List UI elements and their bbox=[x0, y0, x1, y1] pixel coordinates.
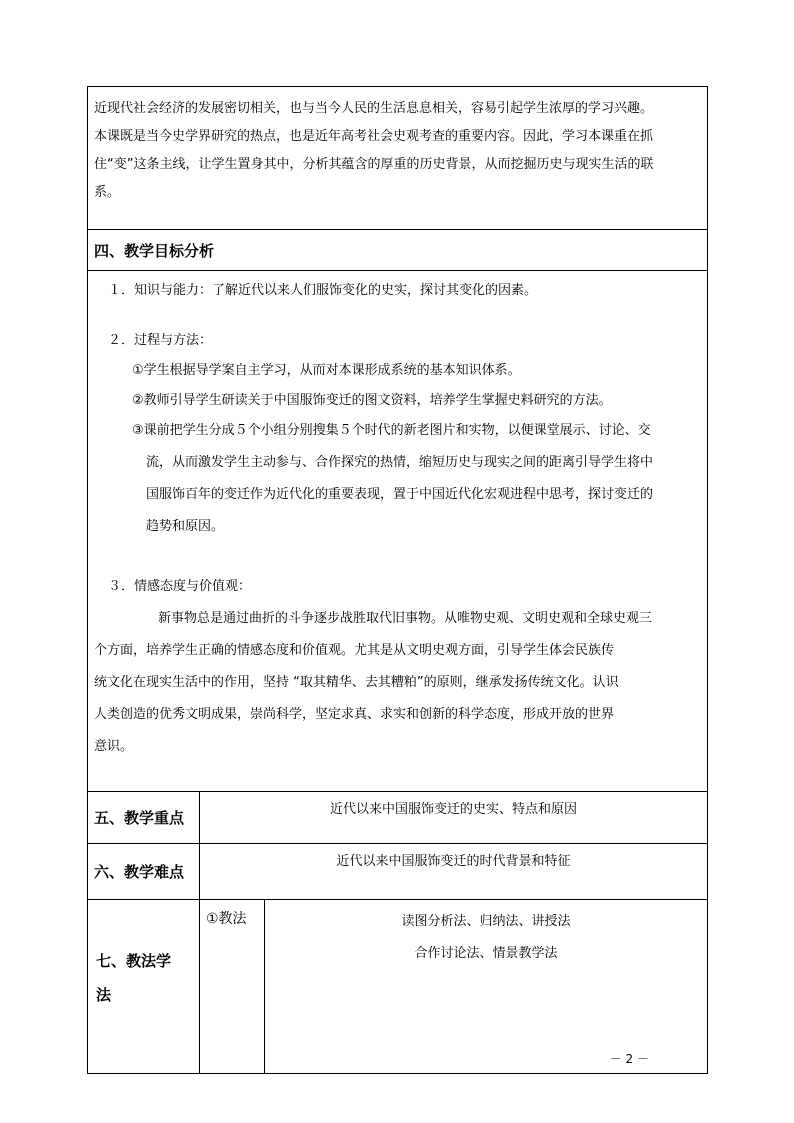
goal-attitude-text: 新事物总是通过曲折的斗争逐步战胜取代旧事物。从唯物史观、文明史观和全球史观三 bbox=[158, 611, 653, 626]
teaching-method-label: ①教法 bbox=[200, 900, 265, 1074]
section7-label bbox=[88, 900, 200, 1074]
teaching-method-item: 合作讨论法、情景教学法 bbox=[414, 946, 558, 961]
teaching-methods-cell bbox=[265, 900, 708, 1074]
goal-process-heading: ２．过程与方法： bbox=[108, 333, 213, 348]
goal-attitude-text: 统文化在现实生活中的作用，坚持 “取其精华、去其糟粕”的原则，继承发扬传统文化。认识 bbox=[94, 675, 619, 690]
intro-row bbox=[88, 87, 708, 230]
goal-process-c: 趋势和原因。 bbox=[146, 519, 225, 534]
section4-content-row bbox=[88, 271, 708, 792]
intro-cell bbox=[88, 87, 708, 230]
goal-attitude-text: 意识。 bbox=[94, 739, 134, 754]
section6-content: 近代以来中国服饰变迁的时代背景和特征 bbox=[200, 844, 708, 900]
section4-title: 四、教学目标分析 bbox=[88, 230, 708, 271]
intro-line: 住“变”这条主线，让学生置身其中，分析其蕴含的厚重的历史背景，从而挖掘历史与现实生活的联 bbox=[94, 157, 654, 172]
section6-label: 六、教学难点 bbox=[88, 844, 200, 900]
intro-line: 系。 bbox=[94, 185, 121, 200]
teaching-method-item: 读图分析法、归纳法、讲授法 bbox=[401, 914, 571, 929]
intro-line: 近现代社会经济的发展密切相关，也与当今人民的生活息息相关，容易引起学生浓厚的学习兴趣。 bbox=[94, 101, 654, 116]
goal-attitude-heading: ３．情感态度与价值观： bbox=[108, 579, 252, 594]
goal-process-c: 流，从而激发学生主动参与、合作探究的热情，缩短历史与现实之间的距离引导学生将中 bbox=[146, 455, 654, 470]
section7-row bbox=[88, 900, 708, 1074]
teaching-goals-cell bbox=[88, 271, 708, 792]
section6-row bbox=[88, 844, 708, 900]
lesson-plan-table bbox=[87, 86, 708, 1074]
section7-label-line: 法 bbox=[96, 986, 112, 1004]
section5-content: 近代以来中国服饰变迁的史实、特点和原因 bbox=[200, 792, 708, 844]
section5-label: 五、教学重点 bbox=[88, 792, 200, 844]
goal-attitude-text: 个方面，培养学生正确的情感态度和价值观。尤其是从文明史观方面，引导学生体会民族传 bbox=[94, 643, 615, 658]
goal-process-c: 国服饰百年的变迁作为近代化的重要表现，置于中国近代化宏观进程中思考，探讨变迁的 bbox=[146, 487, 654, 502]
section4-header-row bbox=[88, 230, 708, 271]
section7-label-line: 七、教法学 bbox=[96, 952, 172, 970]
goal-knowledge: １．知识与能力：了解近代以来人们服饰变化的史实，探讨其变化的因素。 bbox=[108, 283, 538, 298]
goal-attitude-text: 人类创造的优秀文明成果，崇尚科学，坚定求真、求实和创新的科学态度，形成开放的世界 bbox=[94, 707, 615, 722]
goal-process-b: ②教师引导学生研读关于中国服饰变迁的图文资料，培养学生掌握史料研究的方法。 bbox=[132, 393, 612, 408]
page-number: － 2 － bbox=[609, 1052, 649, 1066]
goal-process-a: ①学生根据导学案自主学习，从而对本课形成系统的基本知识体系。 bbox=[132, 363, 521, 378]
intro-line: 本课既是当今史学界研究的热点，也是近年高考社会史观考查的重要内容。因此，学习本课重在抓 bbox=[94, 129, 654, 144]
document-page bbox=[87, 86, 707, 1074]
section5-row bbox=[88, 792, 708, 844]
goal-process-c: ③课前把学生分成５个小组分别搜集５个时代的新老图片和实物，以便课堂展示、讨论、交 bbox=[132, 423, 651, 438]
